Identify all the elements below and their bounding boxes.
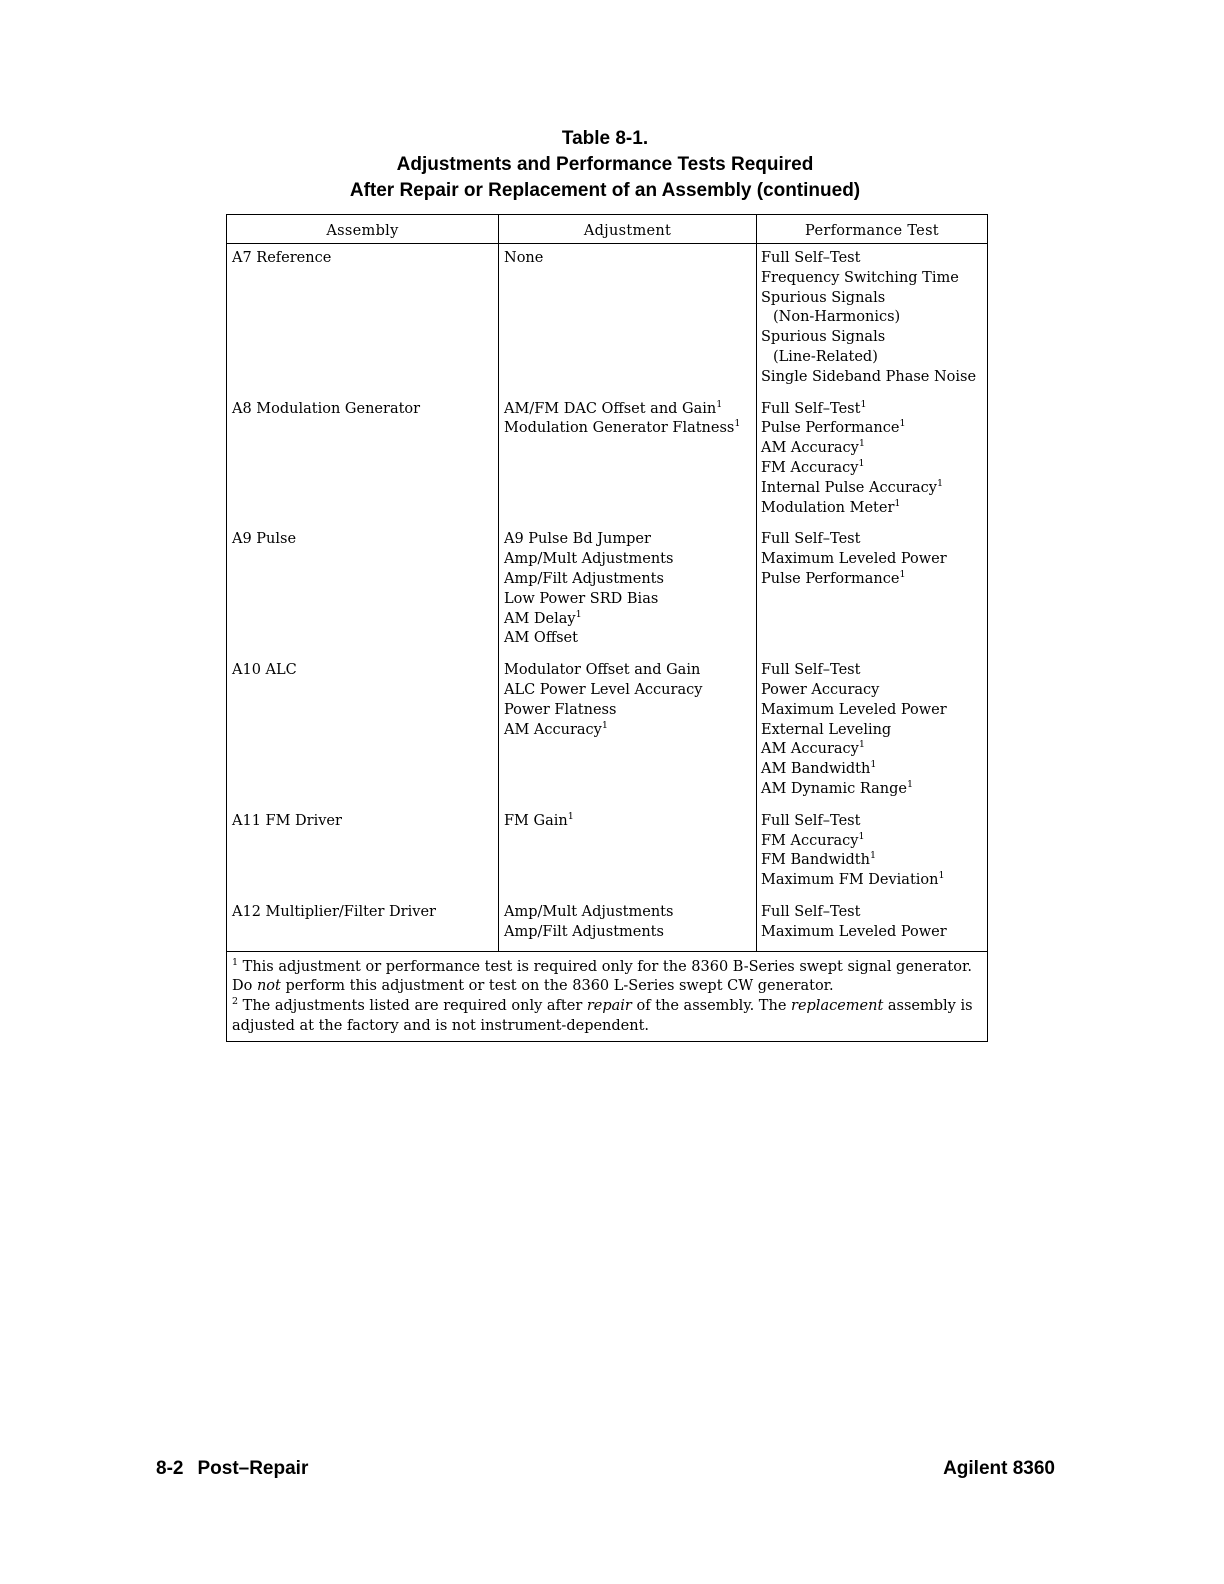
performance-test-item bbox=[761, 308, 987, 328]
adjustment-item bbox=[504, 570, 756, 590]
performance-test-text: Frequency Switching Time bbox=[761, 269, 959, 286]
performance-test-text: FM Bandwidth bbox=[761, 852, 870, 869]
assembly-cell bbox=[227, 244, 498, 396]
performance-test-item bbox=[761, 249, 987, 269]
adjustment-item bbox=[504, 681, 756, 701]
table-title bbox=[0, 126, 1210, 204]
adjustment-text: Amp/Filt Adjustments bbox=[504, 923, 664, 940]
adjustment-text: AM Accuracy bbox=[504, 721, 602, 738]
header-performance-test: Performance Test bbox=[756, 215, 987, 243]
table-body bbox=[227, 244, 987, 951]
performance-test-text: AM Accuracy bbox=[761, 440, 859, 457]
footnote-ref: 1 bbox=[860, 398, 867, 410]
performance-test-item bbox=[761, 721, 987, 741]
performance-test-item bbox=[761, 903, 987, 923]
performance-test-text: Full Self–Test bbox=[761, 662, 861, 679]
footnote-emphasis: replacement bbox=[791, 998, 884, 1015]
performance-test-item bbox=[761, 479, 987, 499]
performance-test-text: Spurious Signals bbox=[761, 289, 886, 306]
adjustment-cell bbox=[498, 657, 756, 808]
footnote-2 bbox=[232, 997, 981, 1037]
adjustment-item bbox=[504, 590, 756, 610]
footnote-ref: 1 bbox=[575, 608, 582, 620]
adjustment-cell bbox=[498, 244, 756, 396]
product-name: Agilent 8360 bbox=[943, 1458, 1055, 1479]
footnote-ref: 1 bbox=[858, 457, 865, 469]
table-number: Table 8-1. bbox=[561, 128, 649, 149]
performance-test-text: FM Accuracy bbox=[761, 832, 859, 849]
performance-test-item bbox=[761, 328, 987, 348]
assembly-cell bbox=[227, 526, 498, 657]
table-row bbox=[227, 526, 987, 657]
footnote-text: of the assembly. The bbox=[631, 998, 792, 1015]
performance-test-item bbox=[761, 871, 987, 891]
footnote-ref: 1 bbox=[938, 870, 945, 882]
adjustment-cell bbox=[498, 526, 756, 657]
performance-test-text: Maximum Leveled Power bbox=[761, 923, 947, 940]
performance-test-text: Full Self–Test bbox=[761, 250, 861, 266]
table-caption-line-2: After Repair or Replacement of an Assembly (continued) bbox=[349, 180, 861, 201]
performance-test-text: Internal Pulse Accuracy bbox=[761, 479, 937, 496]
performance-test-cell bbox=[756, 899, 987, 951]
performance-test-item bbox=[761, 740, 987, 760]
page-number: 8-2 bbox=[156, 1458, 184, 1479]
adjustment-text: None bbox=[504, 250, 544, 266]
footnote-ref: 1 bbox=[899, 418, 906, 430]
assembly-cell bbox=[227, 808, 498, 899]
footnote-ref: 1 bbox=[870, 759, 877, 771]
performance-test-item bbox=[761, 780, 987, 800]
performance-test-item bbox=[761, 812, 987, 832]
footnote-1 bbox=[232, 958, 981, 998]
performance-test-text: FM Accuracy bbox=[761, 459, 859, 476]
performance-test-text: Single Sideband Phase Noise bbox=[761, 368, 977, 385]
performance-test-cell bbox=[756, 396, 987, 527]
performance-test-cell bbox=[756, 526, 987, 657]
assembly-name: A10 ALC bbox=[232, 662, 297, 679]
footnote-marker: 1 bbox=[232, 956, 239, 968]
performance-test-text: Pulse Performance bbox=[761, 420, 900, 437]
footnote-ref: 1 bbox=[601, 719, 608, 731]
footnote-ref: 1 bbox=[899, 568, 906, 580]
performance-test-item bbox=[761, 269, 987, 289]
adjustment-text: AM/FM DAC Offset and Gain bbox=[504, 400, 717, 417]
adjustment-item bbox=[504, 530, 756, 550]
adjustment-item bbox=[504, 419, 756, 439]
adjustment-item bbox=[504, 400, 756, 420]
assembly-name: A12 Multiplier/Filter Driver bbox=[232, 903, 436, 920]
adjustment-item bbox=[504, 661, 756, 681]
performance-test-text: Spurious Signals bbox=[761, 329, 886, 346]
performance-test-item bbox=[761, 459, 987, 479]
performance-test-text: AM Dynamic Range bbox=[761, 780, 907, 797]
table-footnotes bbox=[227, 951, 987, 1041]
assembly-cell bbox=[227, 396, 498, 527]
performance-test-item bbox=[761, 681, 987, 701]
adjustment-text: Amp/Mult Adjustments bbox=[504, 551, 674, 568]
performance-test-text: Full Self–Test bbox=[761, 903, 861, 920]
performance-test-item bbox=[761, 530, 987, 550]
performance-test-text: Pulse Performance bbox=[761, 570, 900, 587]
adjustment-text: AM Offset bbox=[504, 630, 578, 647]
adjustment-cell bbox=[498, 808, 756, 899]
assembly-cell bbox=[227, 899, 498, 951]
section-name: Post–Repair bbox=[197, 1458, 309, 1479]
performance-test-item bbox=[761, 570, 987, 590]
assembly-cell bbox=[227, 657, 498, 808]
page-footer-left bbox=[156, 1458, 308, 1480]
adjustment-text: FM Gain bbox=[504, 812, 568, 829]
performance-test-text: Full Self–Test bbox=[761, 400, 861, 417]
table-row bbox=[227, 396, 987, 527]
performance-test-text: Maximum Leveled Power bbox=[761, 701, 947, 718]
adjustment-text: Amp/Filt Adjustments bbox=[504, 570, 664, 587]
performance-test-item bbox=[761, 760, 987, 780]
performance-test-item bbox=[761, 348, 987, 368]
footnote-ref: 1 bbox=[869, 850, 876, 862]
footnote-ref: 1 bbox=[906, 778, 913, 790]
table-row bbox=[227, 808, 987, 899]
performance-test-item bbox=[761, 851, 987, 871]
adjustment-item bbox=[504, 249, 756, 269]
performance-test-item bbox=[761, 439, 987, 459]
adjustment-text: Power Flatness bbox=[504, 701, 617, 718]
footnote-emphasis: repair bbox=[586, 998, 632, 1015]
table-caption-line-1: Adjustments and Performance Tests Required bbox=[396, 154, 814, 175]
table-row bbox=[227, 244, 987, 396]
assembly-name: A7 Reference bbox=[232, 250, 332, 266]
performance-test-text: (Line-Related) bbox=[773, 348, 878, 365]
footnote-ref: 1 bbox=[567, 810, 574, 822]
footnote-ref: 1 bbox=[716, 398, 723, 410]
footnote-ref: 1 bbox=[858, 739, 865, 751]
footnote-text: The adjustments listed are required only after bbox=[238, 998, 587, 1015]
footnote-ref: 1 bbox=[858, 438, 865, 450]
adjustment-text: A9 Pulse Bd Jumper bbox=[504, 531, 651, 548]
performance-test-text: (Non-Harmonics) bbox=[773, 309, 901, 326]
assembly-name: A9 Pulse bbox=[232, 531, 297, 548]
adjustment-text: Modulation Generator Flatness bbox=[504, 420, 735, 437]
adjustments-table bbox=[226, 214, 988, 1042]
performance-test-text: Power Accuracy bbox=[761, 681, 880, 698]
footnote-ref: 1 bbox=[734, 418, 741, 430]
performance-test-text: Maximum FM Deviation bbox=[761, 872, 939, 889]
performance-test-item bbox=[761, 550, 987, 570]
footnote-ref: 1 bbox=[858, 830, 865, 842]
performance-test-text: External Leveling bbox=[761, 721, 892, 738]
table-header-row bbox=[227, 215, 987, 244]
assembly-name: A8 Modulation Generator bbox=[232, 400, 421, 417]
adjustment-item bbox=[504, 923, 756, 943]
footnote-marker: 2 bbox=[232, 996, 239, 1008]
performance-test-text: Full Self–Test bbox=[761, 531, 861, 548]
performance-test-item bbox=[761, 400, 987, 420]
performance-test-item bbox=[761, 923, 987, 943]
header-adjustment: Adjustment bbox=[498, 215, 756, 243]
performance-test-text: Maximum Leveled Power bbox=[761, 551, 947, 568]
performance-test-cell bbox=[756, 657, 987, 808]
performance-test-item bbox=[761, 419, 987, 439]
footnote-ref: 1 bbox=[894, 497, 901, 509]
performance-test-item bbox=[761, 832, 987, 852]
performance-test-cell bbox=[756, 808, 987, 899]
performance-test-item bbox=[761, 499, 987, 519]
adjustment-text: Low Power SRD Bias bbox=[504, 590, 659, 607]
assembly-name: A11 FM Driver bbox=[232, 812, 342, 829]
performance-test-text: AM Accuracy bbox=[761, 741, 859, 758]
footnote-text: assembly is adjusted at the factory and is not instrument-dependent. bbox=[232, 998, 973, 1034]
adjustment-item bbox=[504, 812, 756, 832]
adjustment-text: ALC Power Level Accuracy bbox=[504, 681, 703, 698]
performance-test-item bbox=[761, 661, 987, 681]
footnote-text: This adjustment or performance test is required only for the 8360 B-Series swept signal generator. Do bbox=[232, 958, 972, 995]
adjustment-item bbox=[504, 701, 756, 721]
footnote-text: perform this adjustment or test on the 8360 L-Series swept CW generator. bbox=[280, 978, 834, 995]
performance-test-cell bbox=[756, 244, 987, 396]
footnote-emphasis: not bbox=[256, 978, 281, 995]
performance-test-text: AM Bandwidth bbox=[761, 761, 871, 778]
performance-test-text: Modulation Meter bbox=[761, 499, 895, 516]
adjustment-text: Amp/Mult Adjustments bbox=[504, 903, 674, 920]
adjustment-text: AM Delay bbox=[504, 610, 576, 627]
performance-test-item bbox=[761, 289, 987, 309]
performance-test-text: Full Self–Test bbox=[761, 812, 861, 829]
performance-test-item bbox=[761, 701, 987, 721]
table-row bbox=[227, 657, 987, 808]
adjustment-text: Modulator Offset and Gain bbox=[504, 662, 701, 679]
adjustment-item bbox=[504, 903, 756, 923]
adjustment-item bbox=[504, 550, 756, 570]
adjustment-item bbox=[504, 721, 756, 741]
adjustment-item bbox=[504, 629, 756, 649]
table-row bbox=[227, 899, 987, 951]
footnote-ref: 1 bbox=[936, 477, 943, 489]
header-assembly: Assembly bbox=[326, 223, 399, 239]
adjustment-item bbox=[504, 610, 756, 630]
performance-test-item bbox=[761, 368, 987, 388]
adjustment-cell bbox=[498, 899, 756, 951]
adjustment-cell bbox=[498, 396, 756, 527]
